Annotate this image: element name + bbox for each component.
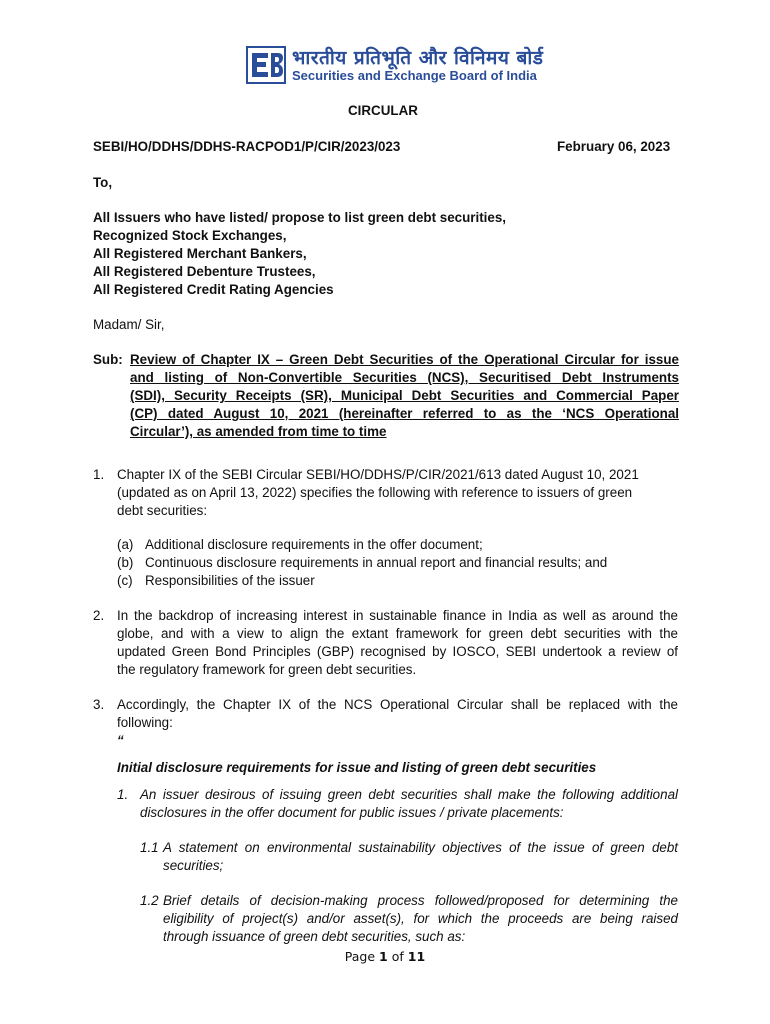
of-word: of xyxy=(391,949,404,964)
list-item-label: (c) xyxy=(117,573,133,588)
subject-line: (SDI), Security Receipts (SR), Municipal Debt Securities and Commercial Paper xyxy=(130,388,679,403)
list-item xyxy=(117,554,607,572)
org-name-english: Securities and Exchange Board of India xyxy=(292,68,537,83)
para1-item-list xyxy=(117,536,607,590)
to-label: To, xyxy=(93,175,113,190)
recipient-line: All Registered Merchant Bankers, xyxy=(93,246,307,261)
list-item-label: (b) xyxy=(117,555,134,570)
clause1-number: 1. xyxy=(117,787,129,802)
circular-date: February 06, 2023 xyxy=(557,139,671,154)
subject-line: and listing of Non-Convertible Securities (NCS), Securitised Debt Instruments xyxy=(130,370,679,385)
subject-line: Circular’), as amended from time to time xyxy=(130,424,387,439)
sebi-emblem-icon xyxy=(246,46,286,84)
para1-line: (updated as on April 13, 2022) specifies the following with reference to issuers of green xyxy=(117,485,633,500)
clause1-1-number: 1.1 xyxy=(140,840,159,855)
document-title: CIRCULAR xyxy=(348,103,418,118)
quote-open-mark: “ xyxy=(117,733,124,748)
page-number: 1 xyxy=(379,949,388,964)
clause1-2-text xyxy=(163,892,678,946)
clause1-2-line: through issuance of green debt securities, such as: xyxy=(163,929,466,944)
para2-line: the regulatory framework for green debt securities. xyxy=(117,662,417,677)
para1-line: debt securities: xyxy=(117,503,208,518)
clause1-1-text xyxy=(163,839,678,875)
clause1-1-line: A statement on environmental sustainability objectives of the issue of green debt xyxy=(163,840,678,855)
list-item-text: Responsibilities of the issuer xyxy=(145,573,315,588)
total-pages: 11 xyxy=(407,949,426,964)
para1-number: 1. xyxy=(93,467,105,482)
clause1-1-line: securities; xyxy=(163,858,224,873)
recipient-line: All Registered Debenture Trustees, xyxy=(93,264,316,279)
page-footer xyxy=(0,949,770,964)
circular-reference-number: SEBI/HO/DDHS/DDHS-RACPOD1/P/CIR/2023/023 xyxy=(93,139,401,154)
list-item xyxy=(117,536,607,554)
salutation: Madam/ Sir, xyxy=(93,317,165,332)
subject-line: Review of Chapter IX – Green Debt Securities of the Operational Circular for issue xyxy=(130,352,679,367)
para2-line: In the backdrop of increasing interest in sustainable finance in India as well as around the xyxy=(117,608,678,623)
sebi-logo xyxy=(246,46,286,84)
subject-label: Sub: xyxy=(93,352,123,367)
list-item-text: Additional disclosure requirements in the offer document; xyxy=(145,537,483,552)
clause1-2-line: Brief details of decision-making process followed/proposed for determining the xyxy=(163,893,678,908)
org-name-hindi: भारतीय प्रतिभूति और विनिमय बोर्ड xyxy=(292,47,544,69)
para1-text xyxy=(117,466,678,520)
clause1-line: An issuer desirous of issuing green debt securities shall make the following additional xyxy=(140,787,678,802)
recipient-list xyxy=(93,209,506,299)
para3-number: 3. xyxy=(93,697,105,712)
para3-text xyxy=(117,696,678,750)
para2-line: globe, and with a view to align the extant framework for green debt securities with the xyxy=(117,626,678,641)
recipient-line: All Registered Credit Rating Agencies xyxy=(93,282,334,297)
para3-line: following: xyxy=(117,715,173,730)
list-item xyxy=(117,572,607,590)
list-item-label: (a) xyxy=(117,537,134,552)
subject-text xyxy=(130,351,679,441)
section-heading: Initial disclosure requirements for issue and listing of green debt securities xyxy=(117,760,597,775)
subject-line: (CP) dated August 10, 2021 (hereinafter referred to as the ‘NCS Operational xyxy=(130,406,679,421)
page-word: Page xyxy=(344,949,376,964)
list-item-text: Continuous disclosure requirements in annual report and financial results; and xyxy=(145,555,608,570)
clause1-2-number: 1.2 xyxy=(140,893,159,908)
recipient-line: All Issuers who have listed/ propose to list green debt securities, xyxy=(93,210,506,225)
para2-text xyxy=(117,607,678,679)
para2-line: updated Green Bond Principles (GBP) recognised by IOSCO, SEBI undertook a review of xyxy=(117,644,678,659)
recipient-line: Recognized Stock Exchanges, xyxy=(93,228,287,243)
para3-line: Accordingly, the Chapter IX of the NCS Operational Circular shall be replaced with the xyxy=(117,697,678,712)
para2-number: 2. xyxy=(93,608,105,623)
clause1-2-line: eligibility of project(s) and/or asset(s), for which the proceeds are being raised xyxy=(163,911,678,926)
para1-line: Chapter IX of the SEBI Circular SEBI/HO/DDHS/P/CIR/2021/613 dated August 10, 2021 xyxy=(117,467,639,482)
clause1-text xyxy=(140,786,678,822)
clause1-line: disclosures in the offer document for public issues / private placements: xyxy=(140,805,564,820)
